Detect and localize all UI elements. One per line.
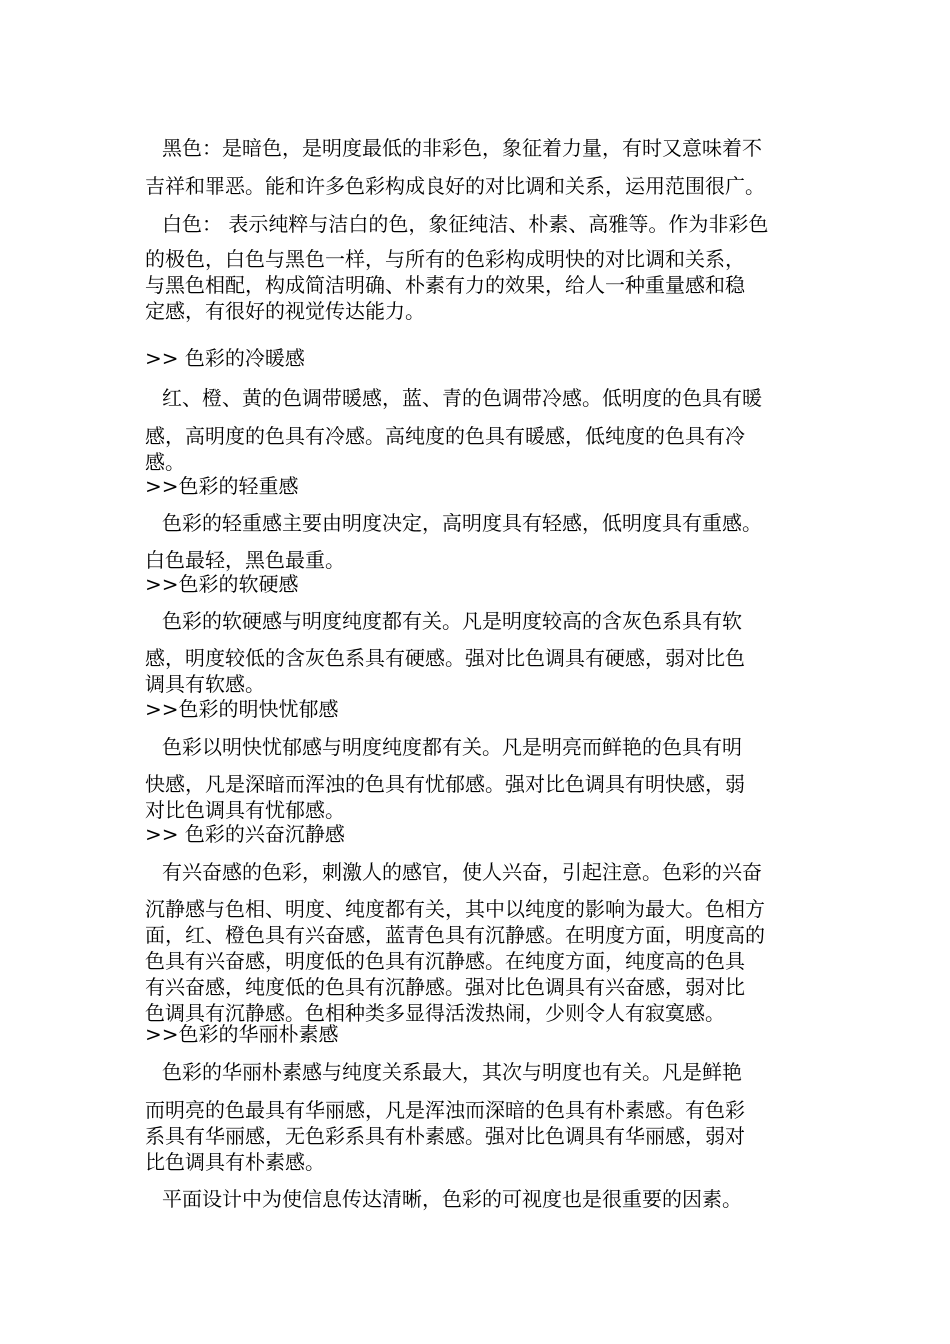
section-heading: >>色彩的华丽朴素感 [145,1022,339,1046]
section-heading: >> 色彩的冷暖感 [145,346,305,370]
paragraph-line: 白色最轻，黑色最重。 [145,548,345,572]
paragraph-line: 色彩的软硬感与明度纯度都有关。凡是明度较高的含灰色系具有软 [162,609,742,633]
paragraph-line: 色调具有沉静感。色相种类多显得活泼热闹，少则令人有寂寞感。 [145,1001,725,1025]
section-heading: >>色彩的软硬感 [145,572,299,596]
paragraph-line: 感。 [145,450,185,474]
paragraph-line: 沉静感与色相、明度、纯度都有关，其中以纯度的影响为最大。色相方 [145,897,765,921]
paragraph-line: 有兴奋感，纯度低的色具有沉静感。强对比色调具有兴奋感，弱对比 [145,975,745,999]
paragraph-line: 调具有软感。 [145,672,265,696]
section-heading: >>色彩的明快忧郁感 [145,697,339,721]
paragraph-line: 色彩的轻重感主要由明度决定，高明度具有轻感，低明度具有重感。 [162,511,762,535]
paragraph-line: 系具有华丽感，无色彩系具有朴素感。强对比色调具有华丽感，弱对 [145,1124,745,1148]
section-heading: >> 色彩的兴奋沉静感 [145,822,345,846]
paragraph-line: 面，红、橙色具有兴奋感，蓝青色具有沉静感。在明度方面，明度高的 [145,923,765,947]
section-heading: >>色彩的轻重感 [145,474,299,498]
paragraph-line: 定感，有很好的视觉传达能力。 [145,299,425,323]
paragraph-line: 的极色，白色与黑色一样，与所有的色彩构成明快的对比调和关系， [145,247,745,271]
paragraph-line: 色具有兴奋感，明度低的色具有沉静感。在纯度方面，纯度高的色具 [145,949,745,973]
paragraph-line: 平面设计中为使信息传达清晰，色彩的可视度也是很重要的因素。 [162,1187,742,1211]
paragraph-line: 感，明度较低的含灰色系具有硬感。强对比色调具有硬感，弱对比色 [145,646,745,670]
paragraph-line: 黑色：是暗色，是明度最低的非彩色，象征着力量，有时又意味着不 [162,136,762,160]
paragraph-line: 色彩的华丽朴素感与纯度关系最大，其次与明度也有关。凡是鲜艳 [162,1060,742,1084]
paragraph-line: 有兴奋感的色彩，刺激人的感官，使人兴奋，引起注意。色彩的兴奋 [162,860,762,884]
paragraph-line: 而明亮的色最具有华丽感，凡是浑浊而深暗的色具有朴素感。有色彩 [145,1098,745,1122]
paragraph-line: 白色： 表示纯粹与洁白的色，象征纯洁、朴素、高雅等。作为非彩色 [162,212,769,236]
paragraph-line: 红、橙、黄的色调带暖感，蓝、青的色调带冷感。低明度的色具有暖 [162,386,762,410]
paragraph-line: 感，高明度的色具有冷感。高纯度的色具有暖感，低纯度的色具有冷 [145,424,745,448]
paragraph-line: 与黑色相配，构成简洁明确、朴素有力的效果，给人一种重量感和稳 [145,273,745,297]
paragraph-line: 对比色调具有忧郁感。 [145,798,345,822]
paragraph-line: 吉祥和罪恶。能和许多色彩构成良好的对比调和关系，运用范围很广。 [145,174,765,198]
paragraph-line: 色彩以明快忧郁感与明度纯度都有关。凡是明亮而鲜艳的色具有明 [162,735,742,759]
paragraph-line: 比色调具有朴素感。 [145,1150,325,1174]
paragraph-line: 快感，凡是深暗而浑浊的色具有忧郁感。强对比色调具有明快感，弱 [145,772,745,796]
